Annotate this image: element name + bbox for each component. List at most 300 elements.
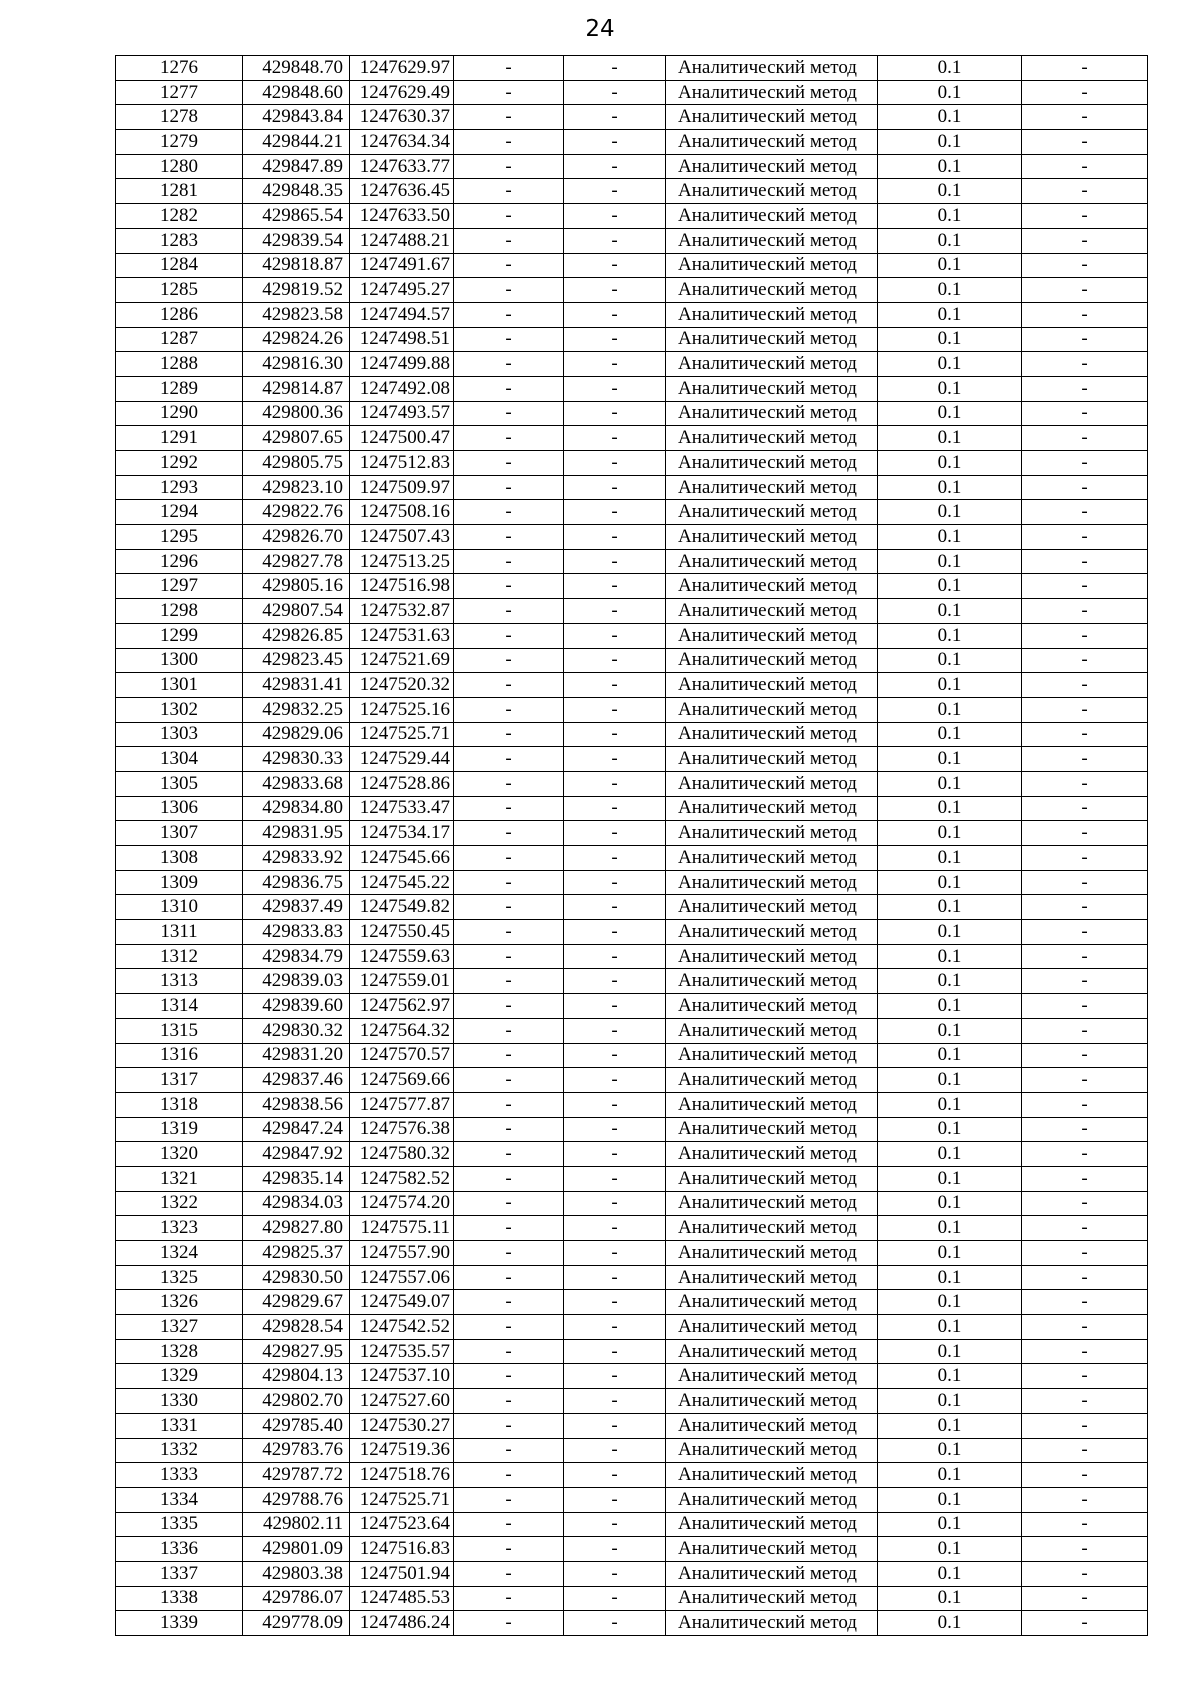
point-number-cell: 1283 xyxy=(116,228,243,253)
point-number-cell: 1312 xyxy=(116,944,243,969)
empty-cell-2: - xyxy=(564,870,666,895)
empty-cell-1: - xyxy=(454,1142,564,1167)
point-number-cell: 1322 xyxy=(116,1191,243,1216)
point-number-cell: 1317 xyxy=(116,1068,243,1093)
table-row xyxy=(116,771,1148,796)
method-cell: Аналитический метод xyxy=(666,1413,878,1438)
point-number-cell: 1301 xyxy=(116,673,243,698)
method-cell: Аналитический метод xyxy=(666,80,878,105)
method-cell: Аналитический метод xyxy=(666,747,878,772)
empty-cell-3: - xyxy=(1022,1586,1148,1611)
table-row xyxy=(116,1512,1148,1537)
point-number-cell: 1320 xyxy=(116,1142,243,1167)
accuracy-cell: 0.1 xyxy=(878,796,1022,821)
accuracy-cell: 0.1 xyxy=(878,1389,1022,1414)
accuracy-cell: 0.1 xyxy=(878,1166,1022,1191)
x-coordinate-cell: 429824.26 xyxy=(243,327,350,352)
method-cell: Аналитический метод xyxy=(666,1512,878,1537)
empty-cell-1: - xyxy=(454,130,564,155)
y-coordinate-cell: 1247520.32 xyxy=(350,673,454,698)
x-coordinate-cell: 429828.54 xyxy=(243,1315,350,1340)
point-number-cell: 1293 xyxy=(116,475,243,500)
table-row xyxy=(116,376,1148,401)
y-coordinate-cell: 1247533.47 xyxy=(350,796,454,821)
accuracy-cell: 0.1 xyxy=(878,1092,1022,1117)
empty-cell-2: - xyxy=(564,623,666,648)
table-row xyxy=(116,673,1148,698)
empty-cell-3: - xyxy=(1022,1166,1148,1191)
empty-cell-3: - xyxy=(1022,525,1148,550)
table-row xyxy=(116,1339,1148,1364)
empty-cell-2: - xyxy=(564,1191,666,1216)
empty-cell-2: - xyxy=(564,1586,666,1611)
y-coordinate-cell: 1247634.34 xyxy=(350,130,454,155)
y-coordinate-cell: 1247557.90 xyxy=(350,1241,454,1266)
empty-cell-2: - xyxy=(564,204,666,229)
empty-cell-3: - xyxy=(1022,179,1148,204)
method-cell: Аналитический метод xyxy=(666,1315,878,1340)
x-coordinate-cell: 429816.30 xyxy=(243,352,350,377)
method-cell: Аналитический метод xyxy=(666,1364,878,1389)
point-number-cell: 1327 xyxy=(116,1315,243,1340)
accuracy-cell: 0.1 xyxy=(878,1142,1022,1167)
empty-cell-3: - xyxy=(1022,1487,1148,1512)
table-row xyxy=(116,1092,1148,1117)
y-coordinate-cell: 1247577.87 xyxy=(350,1092,454,1117)
x-coordinate-cell: 429825.37 xyxy=(243,1241,350,1266)
x-coordinate-cell: 429807.54 xyxy=(243,599,350,624)
empty-cell-1: - xyxy=(454,870,564,895)
accuracy-cell: 0.1 xyxy=(878,500,1022,525)
accuracy-cell: 0.1 xyxy=(878,154,1022,179)
accuracy-cell: 0.1 xyxy=(878,1463,1022,1488)
point-number-cell: 1289 xyxy=(116,376,243,401)
empty-cell-1: - xyxy=(454,944,564,969)
point-number-cell: 1296 xyxy=(116,549,243,574)
point-number-cell: 1311 xyxy=(116,920,243,945)
accuracy-cell: 0.1 xyxy=(878,179,1022,204)
empty-cell-1: - xyxy=(454,1512,564,1537)
accuracy-cell: 0.1 xyxy=(878,623,1022,648)
x-coordinate-cell: 429832.25 xyxy=(243,697,350,722)
method-cell: Аналитический метод xyxy=(666,56,878,81)
accuracy-cell: 0.1 xyxy=(878,426,1022,451)
table-row xyxy=(116,1117,1148,1142)
empty-cell-3: - xyxy=(1022,1092,1148,1117)
empty-cell-3: - xyxy=(1022,673,1148,698)
empty-cell-1: - xyxy=(454,1586,564,1611)
x-coordinate-cell: 429831.41 xyxy=(243,673,350,698)
page-number: 24 xyxy=(585,16,615,42)
empty-cell-1: - xyxy=(454,994,564,1019)
x-coordinate-cell: 429805.16 xyxy=(243,574,350,599)
empty-cell-1: - xyxy=(454,475,564,500)
empty-cell-3: - xyxy=(1022,1216,1148,1241)
empty-cell-1: - xyxy=(454,179,564,204)
empty-cell-2: - xyxy=(564,1216,666,1241)
table-row xyxy=(116,352,1148,377)
y-coordinate-cell: 1247492.08 xyxy=(350,376,454,401)
x-coordinate-cell: 429804.13 xyxy=(243,1364,350,1389)
method-cell: Аналитический метод xyxy=(666,1611,878,1636)
method-cell: Аналитический метод xyxy=(666,599,878,624)
empty-cell-2: - xyxy=(564,821,666,846)
empty-cell-1: - xyxy=(454,648,564,673)
method-cell: Аналитический метод xyxy=(666,623,878,648)
accuracy-cell: 0.1 xyxy=(878,722,1022,747)
point-number-cell: 1331 xyxy=(116,1413,243,1438)
accuracy-cell: 0.1 xyxy=(878,1018,1022,1043)
method-cell: Аналитический метод xyxy=(666,697,878,722)
empty-cell-1: - xyxy=(454,1438,564,1463)
y-coordinate-cell: 1247629.49 xyxy=(350,80,454,105)
point-number-cell: 1325 xyxy=(116,1265,243,1290)
method-cell: Аналитический метод xyxy=(666,426,878,451)
accuracy-cell: 0.1 xyxy=(878,451,1022,476)
empty-cell-3: - xyxy=(1022,426,1148,451)
x-coordinate-cell: 429823.45 xyxy=(243,648,350,673)
y-coordinate-cell: 1247507.43 xyxy=(350,525,454,550)
y-coordinate-cell: 1247531.63 xyxy=(350,623,454,648)
y-coordinate-cell: 1247516.98 xyxy=(350,574,454,599)
empty-cell-3: - xyxy=(1022,1191,1148,1216)
method-cell: Аналитический метод xyxy=(666,500,878,525)
point-number-cell: 1309 xyxy=(116,870,243,895)
y-coordinate-cell: 1247485.53 xyxy=(350,1586,454,1611)
point-number-cell: 1316 xyxy=(116,1043,243,1068)
empty-cell-3: - xyxy=(1022,154,1148,179)
accuracy-cell: 0.1 xyxy=(878,846,1022,871)
method-cell: Аналитический метод xyxy=(666,771,878,796)
accuracy-cell: 0.1 xyxy=(878,1611,1022,1636)
empty-cell-1: - xyxy=(454,1241,564,1266)
point-number-cell: 1326 xyxy=(116,1290,243,1315)
x-coordinate-cell: 429829.67 xyxy=(243,1290,350,1315)
x-coordinate-cell: 429839.54 xyxy=(243,228,350,253)
point-number-cell: 1333 xyxy=(116,1463,243,1488)
point-number-cell: 1305 xyxy=(116,771,243,796)
accuracy-cell: 0.1 xyxy=(878,1364,1022,1389)
method-cell: Аналитический метод xyxy=(666,179,878,204)
method-cell: Аналитический метод xyxy=(666,1142,878,1167)
method-cell: Аналитический метод xyxy=(666,722,878,747)
table-row xyxy=(116,1068,1148,1093)
empty-cell-3: - xyxy=(1022,944,1148,969)
empty-cell-3: - xyxy=(1022,920,1148,945)
accuracy-cell: 0.1 xyxy=(878,80,1022,105)
x-coordinate-cell: 429830.32 xyxy=(243,1018,350,1043)
x-coordinate-cell: 429834.79 xyxy=(243,944,350,969)
table-row xyxy=(116,1216,1148,1241)
x-coordinate-cell: 429834.80 xyxy=(243,796,350,821)
table-row xyxy=(116,327,1148,352)
y-coordinate-cell: 1247629.97 xyxy=(350,56,454,81)
point-number-cell: 1279 xyxy=(116,130,243,155)
empty-cell-3: - xyxy=(1022,204,1148,229)
empty-cell-1: - xyxy=(454,352,564,377)
empty-cell-2: - xyxy=(564,80,666,105)
x-coordinate-cell: 429801.09 xyxy=(243,1537,350,1562)
empty-cell-2: - xyxy=(564,771,666,796)
empty-cell-3: - xyxy=(1022,105,1148,130)
x-coordinate-cell: 429786.07 xyxy=(243,1586,350,1611)
point-number-cell: 1332 xyxy=(116,1438,243,1463)
empty-cell-1: - xyxy=(454,376,564,401)
method-cell: Аналитический метод xyxy=(666,228,878,253)
empty-cell-3: - xyxy=(1022,376,1148,401)
accuracy-cell: 0.1 xyxy=(878,1241,1022,1266)
x-coordinate-cell: 429844.21 xyxy=(243,130,350,155)
empty-cell-2: - xyxy=(564,549,666,574)
empty-cell-1: - xyxy=(454,697,564,722)
point-number-cell: 1329 xyxy=(116,1364,243,1389)
empty-cell-2: - xyxy=(564,1043,666,1068)
point-number-cell: 1276 xyxy=(116,56,243,81)
empty-cell-2: - xyxy=(564,944,666,969)
x-coordinate-cell: 429823.10 xyxy=(243,475,350,500)
method-cell: Аналитический метод xyxy=(666,1290,878,1315)
empty-cell-2: - xyxy=(564,525,666,550)
empty-cell-1: - xyxy=(454,1166,564,1191)
x-coordinate-cell: 429847.24 xyxy=(243,1117,350,1142)
y-coordinate-cell: 1247499.88 xyxy=(350,352,454,377)
method-cell: Аналитический метод xyxy=(666,574,878,599)
table-row xyxy=(116,1487,1148,1512)
empty-cell-1: - xyxy=(454,1216,564,1241)
point-number-cell: 1335 xyxy=(116,1512,243,1537)
point-number-cell: 1306 xyxy=(116,796,243,821)
empty-cell-2: - xyxy=(564,673,666,698)
empty-cell-3: - xyxy=(1022,549,1148,574)
empty-cell-2: - xyxy=(564,500,666,525)
empty-cell-2: - xyxy=(564,1290,666,1315)
empty-cell-2: - xyxy=(564,920,666,945)
table-row xyxy=(116,401,1148,426)
table-row xyxy=(116,969,1148,994)
method-cell: Аналитический метод xyxy=(666,278,878,303)
point-number-cell: 1304 xyxy=(116,747,243,772)
y-coordinate-cell: 1247636.45 xyxy=(350,179,454,204)
y-coordinate-cell: 1247582.52 xyxy=(350,1166,454,1191)
empty-cell-2: - xyxy=(564,1463,666,1488)
point-number-cell: 1282 xyxy=(116,204,243,229)
empty-cell-1: - xyxy=(454,401,564,426)
method-cell: Аналитический метод xyxy=(666,1043,878,1068)
empty-cell-3: - xyxy=(1022,1438,1148,1463)
empty-cell-1: - xyxy=(454,969,564,994)
empty-cell-2: - xyxy=(564,228,666,253)
x-coordinate-cell: 429829.06 xyxy=(243,722,350,747)
method-cell: Аналитический метод xyxy=(666,1018,878,1043)
x-coordinate-cell: 429783.76 xyxy=(243,1438,350,1463)
point-number-cell: 1298 xyxy=(116,599,243,624)
y-coordinate-cell: 1247574.20 xyxy=(350,1191,454,1216)
point-number-cell: 1339 xyxy=(116,1611,243,1636)
empty-cell-1: - xyxy=(454,105,564,130)
empty-cell-1: - xyxy=(454,1018,564,1043)
y-coordinate-cell: 1247494.57 xyxy=(350,302,454,327)
empty-cell-2: - xyxy=(564,1315,666,1340)
accuracy-cell: 0.1 xyxy=(878,130,1022,155)
empty-cell-1: - xyxy=(454,302,564,327)
point-number-cell: 1315 xyxy=(116,1018,243,1043)
y-coordinate-cell: 1247545.22 xyxy=(350,870,454,895)
accuracy-cell: 0.1 xyxy=(878,1117,1022,1142)
x-coordinate-cell: 429839.60 xyxy=(243,994,350,1019)
empty-cell-3: - xyxy=(1022,327,1148,352)
y-coordinate-cell: 1247525.71 xyxy=(350,1487,454,1512)
table-row xyxy=(116,1142,1148,1167)
point-number-cell: 1294 xyxy=(116,500,243,525)
empty-cell-1: - xyxy=(454,549,564,574)
method-cell: Аналитический метод xyxy=(666,895,878,920)
x-coordinate-cell: 429827.78 xyxy=(243,549,350,574)
empty-cell-2: - xyxy=(564,969,666,994)
table-row xyxy=(116,130,1148,155)
method-cell: Аналитический метод xyxy=(666,821,878,846)
empty-cell-3: - xyxy=(1022,574,1148,599)
table-row xyxy=(116,895,1148,920)
method-cell: Аналитический метод xyxy=(666,1561,878,1586)
empty-cell-3: - xyxy=(1022,1463,1148,1488)
empty-cell-1: - xyxy=(454,500,564,525)
accuracy-cell: 0.1 xyxy=(878,574,1022,599)
method-cell: Аналитический метод xyxy=(666,154,878,179)
x-coordinate-cell: 429802.11 xyxy=(243,1512,350,1537)
empty-cell-3: - xyxy=(1022,1339,1148,1364)
accuracy-cell: 0.1 xyxy=(878,895,1022,920)
empty-cell-1: - xyxy=(454,228,564,253)
point-number-cell: 1337 xyxy=(116,1561,243,1586)
empty-cell-2: - xyxy=(564,154,666,179)
accuracy-cell: 0.1 xyxy=(878,870,1022,895)
method-cell: Аналитический метод xyxy=(666,451,878,476)
empty-cell-3: - xyxy=(1022,821,1148,846)
empty-cell-3: - xyxy=(1022,1512,1148,1537)
y-coordinate-cell: 1247633.50 xyxy=(350,204,454,229)
method-cell: Аналитический метод xyxy=(666,1463,878,1488)
empty-cell-1: - xyxy=(454,1117,564,1142)
empty-cell-3: - xyxy=(1022,1117,1148,1142)
empty-cell-2: - xyxy=(564,648,666,673)
table-row xyxy=(116,1166,1148,1191)
x-coordinate-cell: 429822.76 xyxy=(243,500,350,525)
table-row xyxy=(116,994,1148,1019)
method-cell: Аналитический метод xyxy=(666,302,878,327)
empty-cell-2: - xyxy=(564,1117,666,1142)
y-coordinate-cell: 1247570.57 xyxy=(350,1043,454,1068)
accuracy-cell: 0.1 xyxy=(878,525,1022,550)
y-coordinate-cell: 1247501.94 xyxy=(350,1561,454,1586)
y-coordinate-cell: 1247550.45 xyxy=(350,920,454,945)
point-number-cell: 1280 xyxy=(116,154,243,179)
point-number-cell: 1295 xyxy=(116,525,243,550)
empty-cell-3: - xyxy=(1022,1389,1148,1414)
empty-cell-1: - xyxy=(454,1364,564,1389)
method-cell: Аналитический метод xyxy=(666,1389,878,1414)
empty-cell-1: - xyxy=(454,1611,564,1636)
empty-cell-2: - xyxy=(564,1018,666,1043)
y-coordinate-cell: 1247516.83 xyxy=(350,1537,454,1562)
empty-cell-2: - xyxy=(564,1389,666,1414)
y-coordinate-cell: 1247493.57 xyxy=(350,401,454,426)
method-cell: Аналитический метод xyxy=(666,846,878,871)
point-number-cell: 1300 xyxy=(116,648,243,673)
empty-cell-1: - xyxy=(454,796,564,821)
method-cell: Аналитический метод xyxy=(666,525,878,550)
y-coordinate-cell: 1247545.66 xyxy=(350,846,454,871)
empty-cell-2: - xyxy=(564,426,666,451)
x-coordinate-cell: 429847.89 xyxy=(243,154,350,179)
empty-cell-1: - xyxy=(454,722,564,747)
method-cell: Аналитический метод xyxy=(666,796,878,821)
empty-cell-1: - xyxy=(454,895,564,920)
y-coordinate-cell: 1247509.97 xyxy=(350,475,454,500)
empty-cell-2: - xyxy=(564,130,666,155)
empty-cell-3: - xyxy=(1022,747,1148,772)
method-cell: Аналитический метод xyxy=(666,648,878,673)
y-coordinate-cell: 1247559.01 xyxy=(350,969,454,994)
empty-cell-1: - xyxy=(454,1561,564,1586)
accuracy-cell: 0.1 xyxy=(878,253,1022,278)
table-row xyxy=(116,525,1148,550)
empty-cell-1: - xyxy=(454,1290,564,1315)
empty-cell-1: - xyxy=(454,771,564,796)
method-cell: Аналитический метод xyxy=(666,969,878,994)
table-row xyxy=(116,1537,1148,1562)
empty-cell-2: - xyxy=(564,1166,666,1191)
y-coordinate-cell: 1247542.52 xyxy=(350,1315,454,1340)
table-row xyxy=(116,549,1148,574)
point-number-cell: 1286 xyxy=(116,302,243,327)
x-coordinate-cell: 429848.60 xyxy=(243,80,350,105)
y-coordinate-cell: 1247535.57 xyxy=(350,1339,454,1364)
empty-cell-1: - xyxy=(454,920,564,945)
y-coordinate-cell: 1247508.16 xyxy=(350,500,454,525)
empty-cell-2: - xyxy=(564,179,666,204)
empty-cell-1: - xyxy=(454,623,564,648)
table-row xyxy=(116,204,1148,229)
x-coordinate-cell: 429807.65 xyxy=(243,426,350,451)
point-number-cell: 1338 xyxy=(116,1586,243,1611)
point-number-cell: 1308 xyxy=(116,846,243,871)
empty-cell-3: - xyxy=(1022,1413,1148,1438)
empty-cell-3: - xyxy=(1022,278,1148,303)
table-row xyxy=(116,302,1148,327)
y-coordinate-cell: 1247580.32 xyxy=(350,1142,454,1167)
empty-cell-2: - xyxy=(564,697,666,722)
point-number-cell: 1319 xyxy=(116,1117,243,1142)
table-row xyxy=(116,451,1148,476)
x-coordinate-cell: 429833.92 xyxy=(243,846,350,871)
accuracy-cell: 0.1 xyxy=(878,1265,1022,1290)
empty-cell-2: - xyxy=(564,1438,666,1463)
empty-cell-1: - xyxy=(454,525,564,550)
empty-cell-3: - xyxy=(1022,1043,1148,1068)
method-cell: Аналитический метод xyxy=(666,549,878,574)
accuracy-cell: 0.1 xyxy=(878,1339,1022,1364)
empty-cell-3: - xyxy=(1022,1537,1148,1562)
table-row xyxy=(116,1611,1148,1636)
table-row xyxy=(116,722,1148,747)
empty-cell-3: - xyxy=(1022,599,1148,624)
empty-cell-2: - xyxy=(564,253,666,278)
accuracy-cell: 0.1 xyxy=(878,105,1022,130)
accuracy-cell: 0.1 xyxy=(878,1413,1022,1438)
x-coordinate-cell: 429848.35 xyxy=(243,179,350,204)
empty-cell-3: - xyxy=(1022,722,1148,747)
method-cell: Аналитический метод xyxy=(666,1216,878,1241)
